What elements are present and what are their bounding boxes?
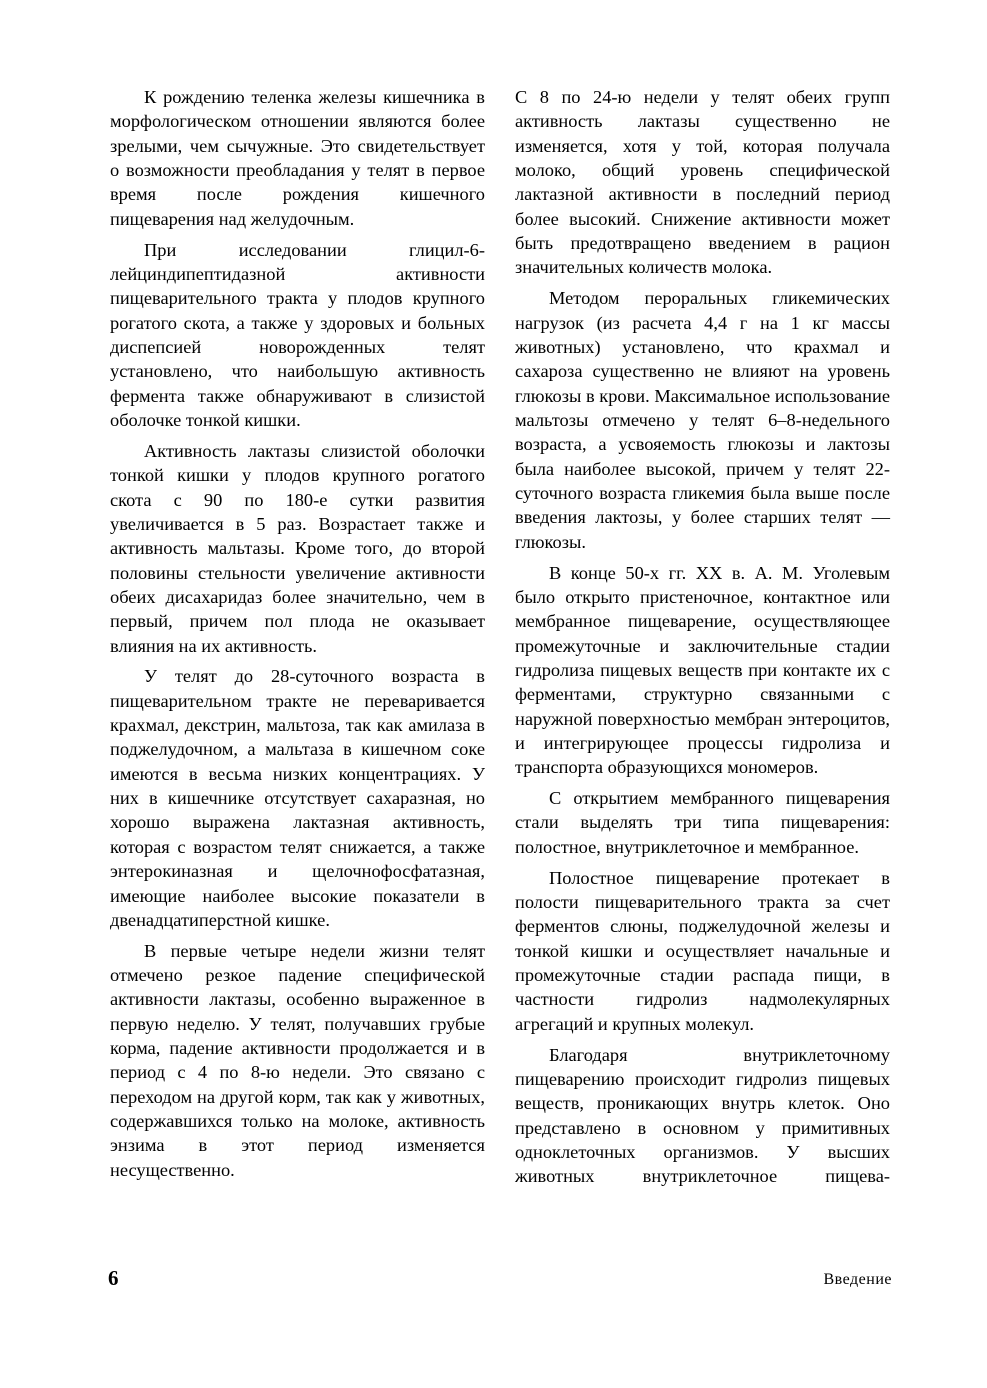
running-footer-section-title: Введение [823,1271,892,1288]
paragraph: В первые четыре недели жизни телят отмечено резкое падение специфической активности лактазы, особенно выраженное в первую неделю. У телят, получавших грубые корма, падение активности продолжается и в период с 4 по 8-ю недели. Это связано с переходом на другой корм, так как у животных, содержавшихся только на молоке, активность энзима в этот период изменяется несущественно. [110,940,485,1180]
left-text-column [110,85,485,1189]
paragraph: С открытием мембранного пищеварения стали выделять три типа пищеварения: полостное, внутриклеточное и мембранное. [515,788,890,857]
paragraph: Полостное пищеварение протекает в полости пищеварительного тракта за счет ферментов слюны, поджелудочной железы и тонкой кишки и осуществляет начальные и промежуточные стадии распада пищи, в частности гидролиз надмолекулярных агрегаций и крупных молекул. [515,867,890,1034]
paragraph: Методом пероральных гликемических нагрузок (из расчета 4,4 г на 1 кг массы животных) установлено, что крахмал и сахароза существенно не влияют на уровень глюкозы в крови. Максимальное использование мальтозы отмечено у телят 6–8-недельного возраста, а усвояемость глюкозы и лактозы была наиболее высокой, причем у телят 22-суточного возраста гликемия была выше после введения лактозы, у более старших телят — глюкозы. [515,288,890,552]
paragraph: Активность лактазы слизистой оболочки тонкой кишки у плодов крупного рогатого скота с 90 по 180-е сутки развития увеличивается в 5 раз. Возрастает также и активность мальтазы. Кроме того, до второй половины стельности увеличение активности обеих дисахаридаз более значительно, чем в первый, причем пол плода не оказывает влияния на их активность. [110,440,485,656]
page-number: 6 [108,1266,119,1290]
paragraph: В конце 50-х гг. XX в. А. М. Уголевым было открыто пристеночное, контактное или мембранное пищеварение, осуществляющее промежуточные и заключительные стадии гидролиза пищевых веществ при контакте их с ферментами, структурно связанными с наружной поверхностью мембран энтероцитов, и интегрирующее процессы гидролиза и транспорта образующихся мономеров. [515,562,890,778]
paragraph: При исследовании глицил-6-лейциндипептидазной активности пищеварительного тракта у плодов крупного рогатого скота, а также у здоровых и больных диспепсией новорожденных телят установлено, что наибольшую активность фермента также обнаруживают в слизистой оболочке тонкой кишки. [110,239,485,430]
right-text-column [515,85,890,1195]
paragraph: С 8 по 24-ю недели у телят обеих групп активность лактазы существенно не изменяется, хотя у той, которая получала молоко, общий уровень специфической лактазной активности в последний период более высокий. Снижение активности может быть предотвращено введением в рацион значительных количеств молока. [515,87,890,278]
paragraph: У телят до 28-суточного возраста в пищеварительном тракте не переваривается крахмал, декстрин, мальтоза, так как амилаза в поджелудочном, а мальтаза в кишечном соке имеются в весьма низких концентрациях. У них в кишечнике отсутствует сахаразная, но хорошо выражена лактазная активность, которая с возрастом телят снижается, а также энтерокиназная и щелочнофосфатазная, имеющие наиболее высокие показатели в двенадцатиперстной кишке. [110,666,485,930]
paragraph: Благодаря внутриклеточному пищеварению происходит гидролиз пищевых веществ, проникающих внутрь клеток. Оно представлено в основном у примитивных одноклеточных организмов. У высших животных внутриклеточное пищева- [515,1044,890,1187]
paragraph: К рождению теленка железы кишечника в морфологическом отношении являются более зрелыми, чем сычужные. Это свидетельствует о возможности преобладания у телят в первое время после рождения кишечного пищеварения над желудочным. [110,87,485,229]
